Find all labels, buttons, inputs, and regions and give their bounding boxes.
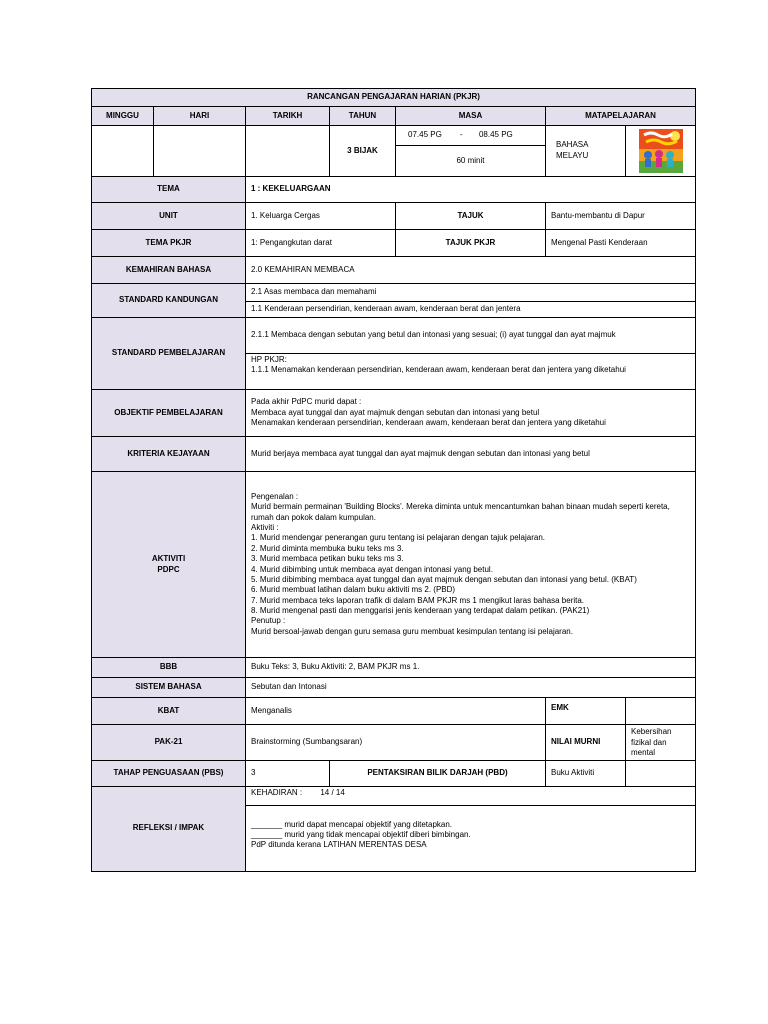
aktiviti-line: Murid bermain permainan 'Building Blocks'. Mereka diminta untuk mencantumkan bahan binaan mudah seperti kereta, rumah dan pokok dalam kumpulan. <box>251 502 670 522</box>
objektif-line: Menamakan kenderaan persendirian, kenderaan awam, kenderaan berat dan jentera yang diketahui <box>251 418 606 428</box>
tarikh-value <box>246 126 330 177</box>
aktiviti-line: Aktiviti : <box>251 522 279 532</box>
aktiviti-line: 7. Murid membaca teks laporan trafik di dalam BAM PKJR ms 1 mengikut laras bahasa berita. <box>251 595 585 605</box>
matapelajaran-header: MATAPELAJARAN <box>546 107 696 126</box>
standard-kandungan-pkjr: 1.1 Kenderaan persendirian, kenderaan awam, kenderaan berat dan jentera <box>246 302 696 318</box>
objektif-label: OBJEKTIF PEMBELAJARAN <box>92 390 246 437</box>
unit-label: UNIT <box>92 203 246 230</box>
nilai-murni-value: Kebersihan fizikal dan mental <box>626 725 696 761</box>
subject-line-1: BAHASA <box>556 140 589 150</box>
kemahiran-label: KEMAHIRAN BAHASA <box>92 257 246 284</box>
aktiviti-line: 1. Murid mendengar penerangan guru tentang isi pelajaran dengan tajuk pelajaran. <box>251 533 545 543</box>
pak21-label: PAK-21 <box>92 725 246 761</box>
refleksi-value <box>246 805 696 871</box>
kriteria-value: Murid berjaya membaca ayat tunggal dan ayat majmuk dengan sebutan dan intonasi yang betul <box>246 437 696 472</box>
aktiviti-line: 8. Murid mengenal pasti dan menggarisi jenis kenderaan yang terdapat dalam petikan. (PAK21) <box>251 606 590 616</box>
hari-header: HARI <box>154 107 246 126</box>
subject-name <box>546 126 626 177</box>
pbd-value: Buku Aktiviti <box>546 760 626 786</box>
masa-dash: - <box>460 130 463 140</box>
aktiviti-line: Murid bersoal-jawab dengan guru semasa guru membuat kesimpulan tentang isi pelajaran. <box>251 626 573 636</box>
sistem-bahasa-label: SISTEM BAHASA <box>92 678 246 698</box>
standard-kandungan-main: 2.1 Asas membaca dan memahami <box>246 284 696 302</box>
hp-pkjr-block <box>246 354 696 390</box>
aktiviti-label-line-1: AKTIVITI <box>151 553 186 563</box>
tajuk-pkjr-label: TAJUK PKJR <box>396 230 546 257</box>
hari-value <box>154 126 246 177</box>
tajuk-label: TAJUK <box>396 203 546 230</box>
unit-value: 1. Keluarga Cergas <box>246 203 396 230</box>
rph-table <box>91 88 696 872</box>
aktiviti-line: 4. Murid dibimbing untuk membaca ayat dengan intonasi yang betul. <box>251 564 493 574</box>
refleksi-line: _______ murid yang tidak mencapai objektif diberi bimbingan. <box>251 830 471 840</box>
minggu-header: MINGGU <box>92 107 154 126</box>
masa-header: MASA <box>396 107 546 126</box>
pbd-label: PENTAKSIRAN BILIK DARJAH (PBD) <box>330 760 546 786</box>
emk-label: EMK <box>546 698 626 725</box>
standard-kandungan-label: STANDARD KANDUNGAN <box>92 284 246 318</box>
tema-pkjr-value: 1: Pengangkutan darat <box>246 230 396 257</box>
masa-end: 08.45 PG <box>478 130 513 140</box>
masa-duration: 60 minit <box>396 146 546 177</box>
tarikh-header: TARIKH <box>246 107 330 126</box>
refleksi-line: PdP ditunda kerana LATIHAN MERENTAS DESA <box>251 840 427 850</box>
tahap-value: 3 <box>246 760 330 786</box>
objektif-line: Pada akhir PdPC murid dapat : <box>251 397 362 407</box>
subject-logo-cell <box>626 126 696 177</box>
kehadiran-row <box>246 786 696 805</box>
tema-label: TEMA <box>92 177 246 203</box>
tema-pkjr-label: TEMA PKJR <box>92 230 246 257</box>
tahun-value: 3 BIJAK <box>330 126 396 177</box>
aktiviti-line: 2. Murid diminta membuka buku teks ms 3. <box>251 543 404 553</box>
kbat-label: KBAT <box>92 698 246 725</box>
kemahiran-value: 2.0 KEMAHIRAN MEMBACA <box>246 257 696 284</box>
masa-time-range <box>396 126 546 146</box>
kbat-value: Menganalis <box>246 698 546 725</box>
aktiviti-line: 3. Murid membaca petikan buku teks ms 3. <box>251 554 404 564</box>
tajuk-pkjr-value: Mengenal Pasti Kenderaan <box>546 230 696 257</box>
nilai-murni-label: NILAI MURNI <box>546 725 626 761</box>
aktiviti-line: Pengenalan : <box>251 491 299 501</box>
bbb-label: BBB <box>92 658 246 678</box>
objektif-value <box>246 390 696 437</box>
standard-pembelajaran-main: 2.1.1 Membaca dengan sebutan yang betul dan intonasi yang sesuai; (i) ayat tunggal dan ayat majmuk <box>246 318 696 354</box>
bbb-value: Buku Teks: 3, Buku Aktiviti: 2, BAM PKJR ms 1. <box>246 658 696 678</box>
aktiviti-label <box>92 472 246 658</box>
refleksi-label: REFLEKSI / IMPAK <box>92 786 246 871</box>
aktiviti-line: 6. Murid membuat latihan dalam buku aktiviti ms 2. (PBD) <box>251 585 456 595</box>
kehadiran-value: 14 / 14 <box>320 787 345 797</box>
sistem-bahasa-value: Sebutan dan Intonasi <box>246 678 696 698</box>
refleksi-line: _______ murid dapat mencapai objektif yang ditetapkan. <box>251 819 453 829</box>
document-title: RANCANGAN PENGAJARAN HARIAN (PKJR) <box>92 89 696 107</box>
kehadiran-label: KEHADIRAN : <box>251 787 303 797</box>
subject-line-2: MELAYU <box>556 151 589 160</box>
emk-value <box>626 698 696 725</box>
kriteria-label: KRITERIA KEJAYAAN <box>92 437 246 472</box>
tajuk-value: Bantu-membantu di Dapur <box>546 203 696 230</box>
hp-pkjr-text: 1.1.1 Menamakan kenderaan persendirian, kenderaan awam, kenderaan berat dan jentera yang diketahui <box>251 365 626 375</box>
aktiviti-label-line-2: PDPC <box>157 564 180 574</box>
masa-start: 07.45 PG <box>408 130 442 140</box>
pbd-extra <box>626 760 696 786</box>
objektif-line: Membaca ayat tunggal dan ayat majmuk dengan sebutan dan intonasi yang betul <box>251 407 540 417</box>
standard-pembelajaran-label: STANDARD PEMBELAJARAN <box>92 318 246 390</box>
pak21-value: Brainstorming (Sumbangsaran) <box>246 725 546 761</box>
tahap-label: TAHAP PENGUASAAN (PBS) <box>92 760 246 786</box>
minggu-value <box>92 126 154 177</box>
aktiviti-value <box>246 472 696 658</box>
aktiviti-line: 5. Murid dibimbing membaca ayat tunggal dan ayat majmuk dengan sebutan dan intonasi yang betul. (KBAT) <box>251 574 637 584</box>
hp-pkjr-label: HP PKJR: <box>251 355 287 364</box>
tema-value: 1 : KEKELUARGAAN <box>246 177 696 203</box>
tahun-header: TAHUN <box>330 107 396 126</box>
book-cover-logo-icon <box>639 129 683 173</box>
aktiviti-line: Penutup : <box>251 616 286 626</box>
